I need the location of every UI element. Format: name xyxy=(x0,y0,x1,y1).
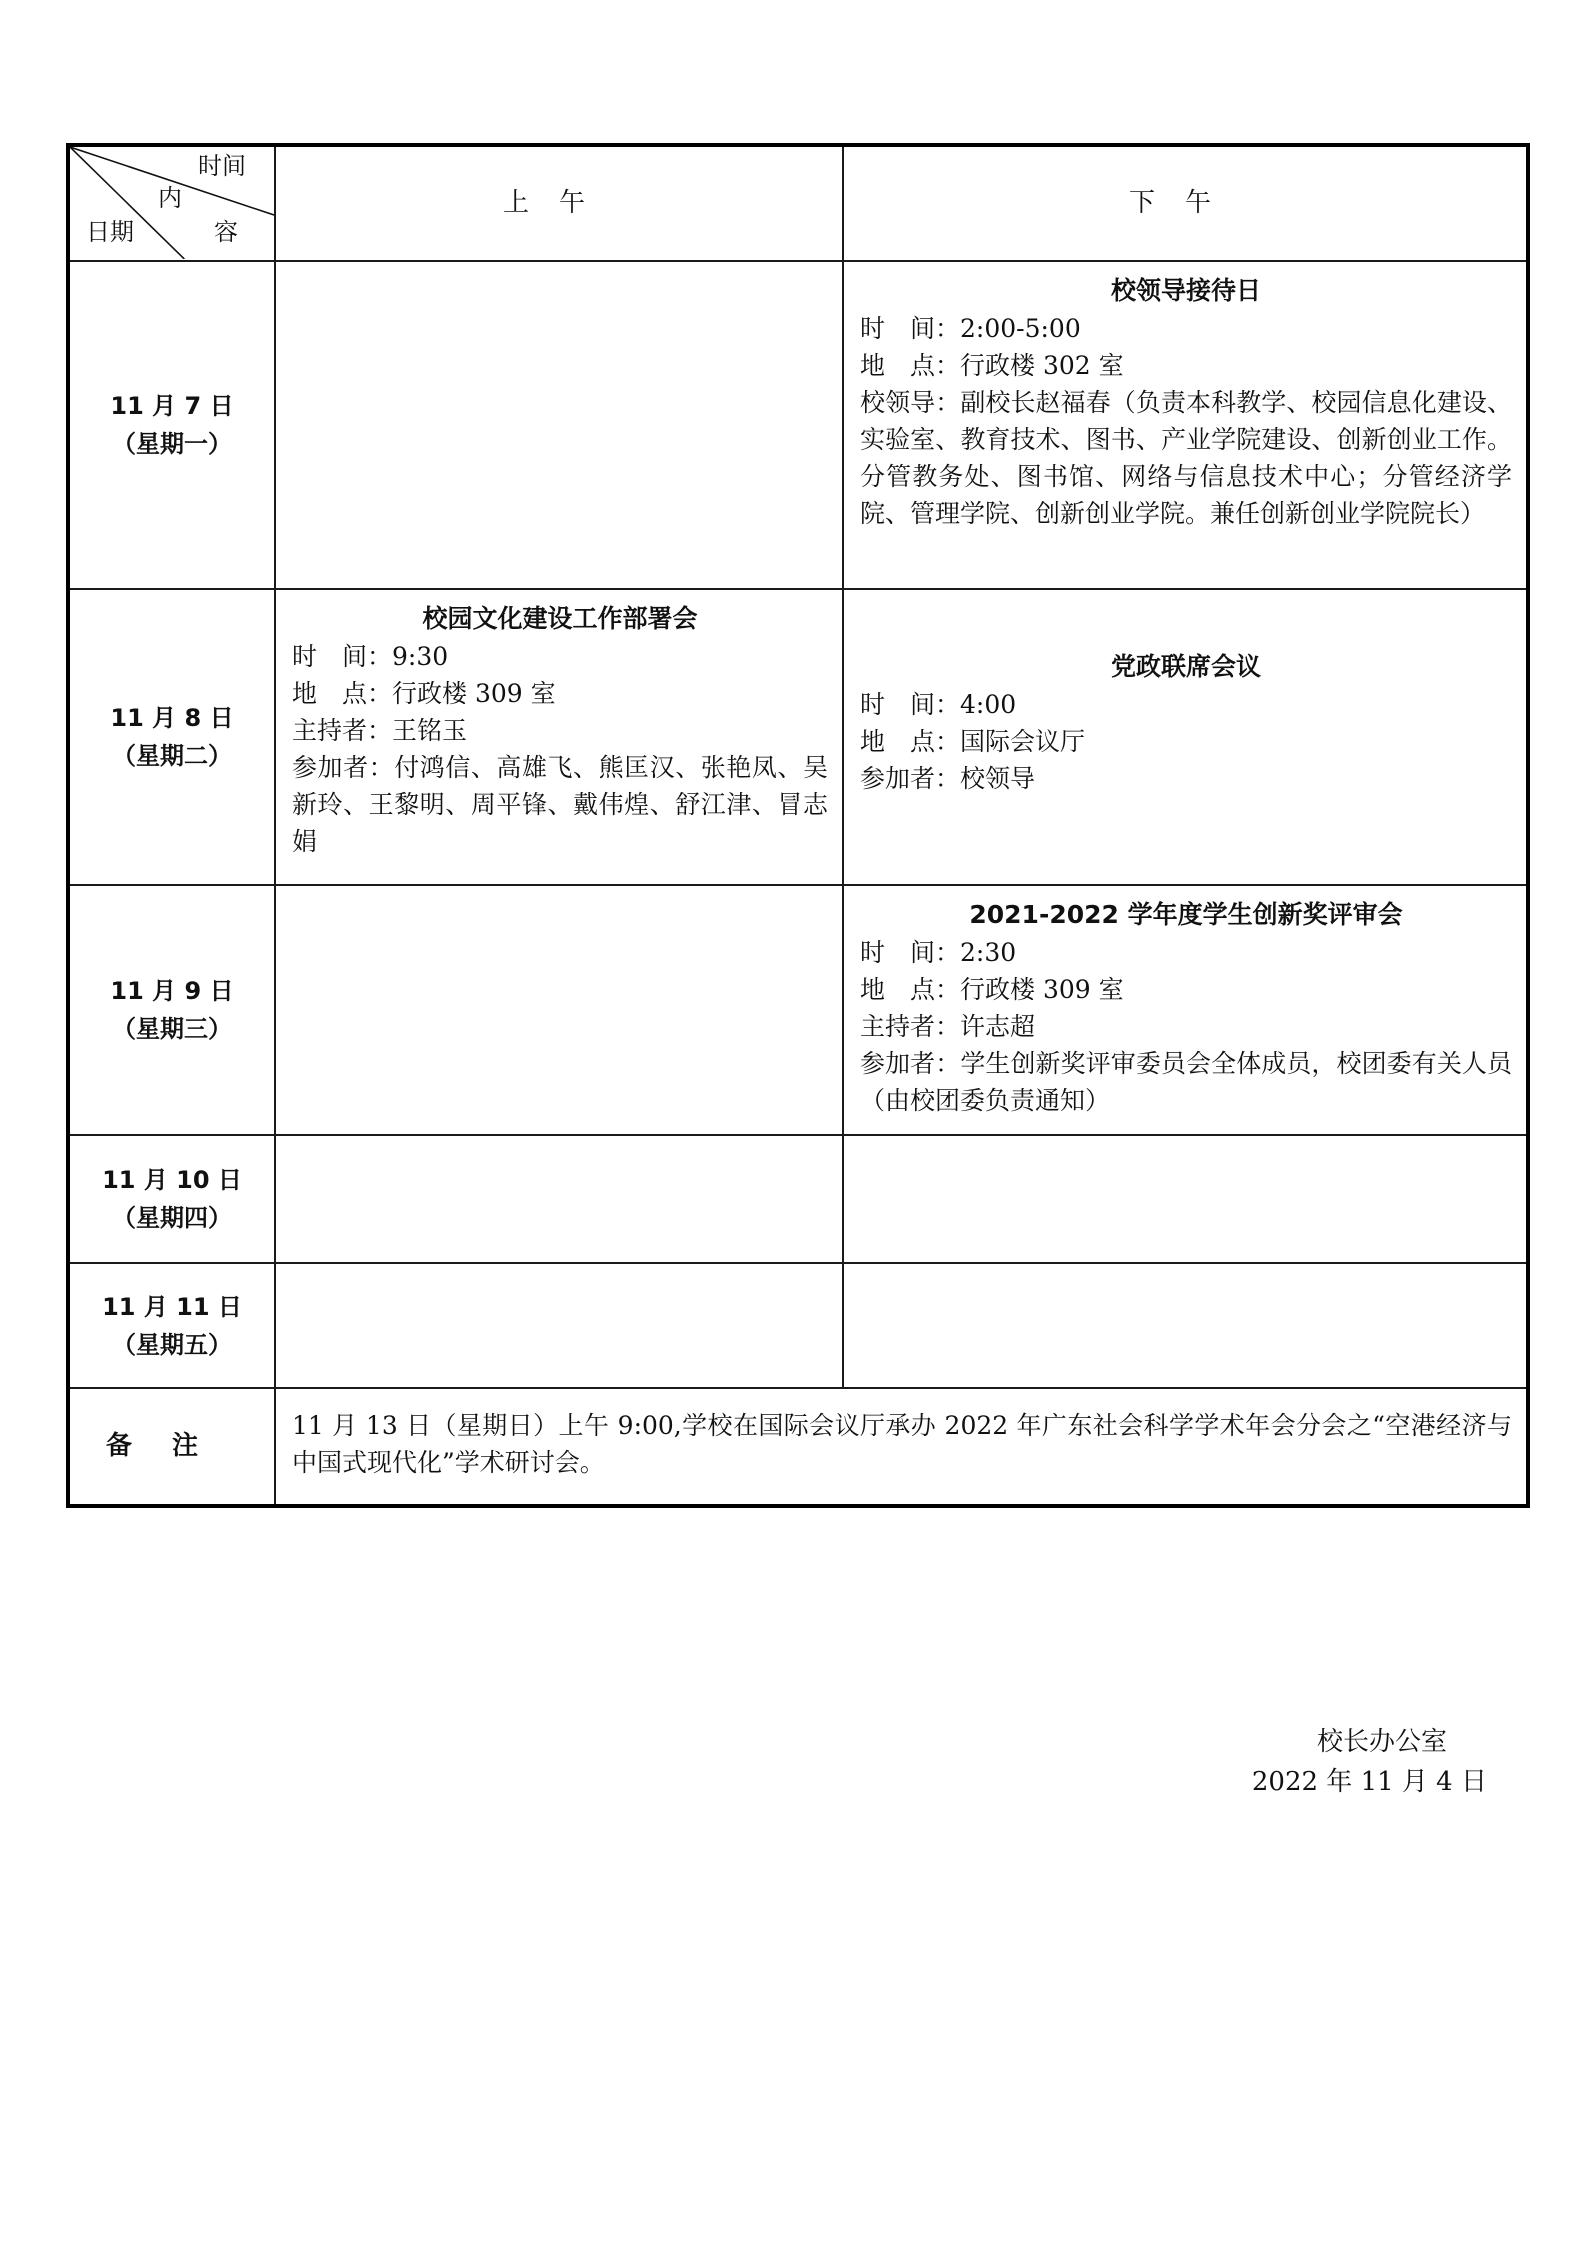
table-row xyxy=(68,589,1528,885)
date-cell xyxy=(68,1263,275,1388)
weekday-label: （星期一） xyxy=(112,430,232,458)
corner-content-label-2: 容 xyxy=(214,218,238,246)
table-row xyxy=(68,1263,1528,1388)
date-cell xyxy=(68,885,275,1135)
event-location: 地 点：国际会议厅 xyxy=(860,726,1086,756)
event-attendees: 参加者：校领导 xyxy=(860,763,1036,793)
afternoon-cell xyxy=(843,1263,1528,1388)
event-attendees: 参加者：付鸿信、高雄飞、熊匡汉、张艳凤、吴新玲、王黎明、周平锋、戴伟煌、舒江津、冒志娟 xyxy=(292,753,828,856)
event-location: 地 点：行政楼 302 室 xyxy=(860,351,1124,380)
morning-cell xyxy=(275,1263,843,1388)
table-row xyxy=(68,885,1528,1135)
event-time: 时 间：2:30 xyxy=(860,938,1017,967)
event-host: 主持者：王铭玉 xyxy=(292,716,468,745)
date-label: 11 月 11 日 xyxy=(102,1292,242,1321)
corner-content-label-1: 内 xyxy=(158,184,182,212)
corner-date-label: 日期 xyxy=(86,218,134,246)
afternoon-header: 下午 xyxy=(843,145,1528,261)
event-time: 时 间：9:30 xyxy=(292,642,449,671)
notes-row xyxy=(68,1388,1528,1506)
date-cell xyxy=(68,589,275,885)
morning-cell xyxy=(275,589,843,885)
event-title: 2021-2022 学年度学生创新奖评审会 xyxy=(969,900,1403,929)
event-location: 地 点：行政楼 309 室 xyxy=(292,679,556,708)
corner-time-label: 时间 xyxy=(198,152,246,180)
date-cell xyxy=(68,261,275,589)
corner-header-cell xyxy=(68,145,275,261)
event-title: 党政联席会议 xyxy=(1110,651,1261,681)
weekday-label: （星期五） xyxy=(112,1330,232,1359)
date-label: 11 月 8 日 xyxy=(110,704,234,732)
event-block xyxy=(276,590,842,868)
event-title: 校领导接待日 xyxy=(1110,276,1261,305)
afternoon-cell xyxy=(843,885,1528,1135)
date-label: 11 月 10 日 xyxy=(102,1166,242,1194)
date-label: 11 月 9 日 xyxy=(110,977,234,1005)
weekly-schedule-table xyxy=(66,143,1530,1508)
signature-block xyxy=(1252,1722,1487,1802)
weekday-label: （星期三） xyxy=(112,1015,232,1043)
header-row xyxy=(68,145,1528,261)
notes-cell xyxy=(275,1388,1528,1506)
event-time: 时 间：2:00-5:00 xyxy=(860,314,1081,343)
event-leader: 校领导：副校长赵福春（负责本科教学、校园信息化建设、实验室、教育技术、图书、产业学院建设、创新创业工作。分管教务处、图书馆、网络与信息技术中心；分管经济学院、管理学院、创新创业学院。兼任创新创业学院院长） xyxy=(860,388,1512,528)
table-row xyxy=(68,1135,1528,1263)
morning-cell xyxy=(275,885,843,1135)
event-block xyxy=(844,638,1526,837)
morning-cell xyxy=(275,261,843,589)
event-location: 地 点：行政楼 309 室 xyxy=(860,975,1124,1004)
afternoon-cell xyxy=(843,261,1528,589)
afternoon-cell xyxy=(843,589,1528,885)
weekday-label: （星期四） xyxy=(112,1204,232,1232)
event-block xyxy=(844,262,1526,540)
notes-label: 备注 xyxy=(68,1388,275,1506)
event-attendees: 参加者：学生创新奖评审委员会全体成员，校团委有关人员（由校团委负责通知） xyxy=(860,1049,1512,1115)
event-title: 校园文化建设工作部署会 xyxy=(422,604,698,633)
table-row xyxy=(68,261,1528,589)
morning-cell xyxy=(275,1135,843,1263)
weekday-label: （星期二） xyxy=(112,742,232,770)
event-block xyxy=(844,886,1526,1127)
notes-text: 11 月 13 日（星期日）上午 9:00,学校在国际会议厅承办 2022 年广东社会科学学术年会分会之“空港经济与中国式现代化”学术研讨会。 xyxy=(292,1411,1512,1477)
date-cell xyxy=(68,1135,275,1263)
issuing-office: 校长办公室 xyxy=(1316,1727,1447,1757)
date-label: 11 月 7 日 xyxy=(110,392,234,420)
morning-header: 上午 xyxy=(275,145,843,261)
event-time: 时 间：4:00 xyxy=(860,689,1017,719)
event-host: 主持者：许志超 xyxy=(860,1012,1036,1041)
afternoon-cell xyxy=(843,1135,1528,1263)
issue-date: 2022 年 11 月 4 日 xyxy=(1251,1767,1487,1797)
